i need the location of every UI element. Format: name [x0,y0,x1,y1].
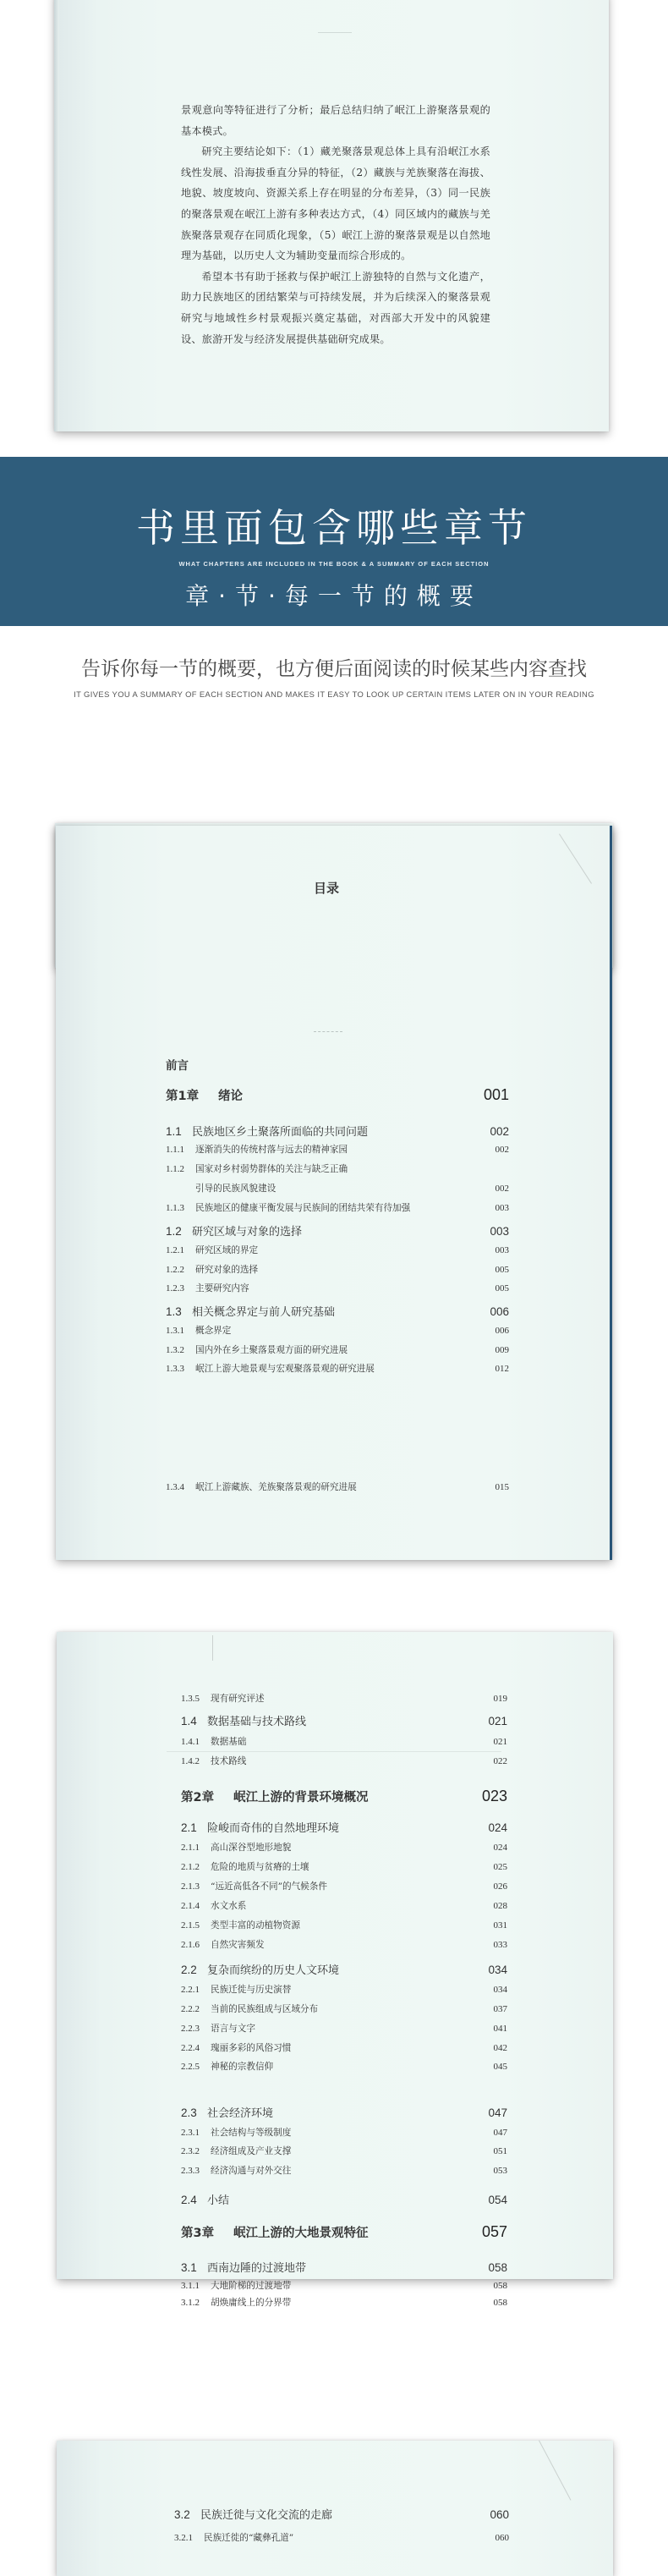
toc-row-section[interactable]: 1.2 研究区域与对象的选择 003 [166,1225,509,1239]
section-banner [0,457,668,626]
toc-row-section[interactable]: 2.2 复杂而缤纷的历史人文环境 034 [181,1964,507,1977]
page-crease [212,1635,213,1661]
toc-row-sub[interactable]: 3.1.1 大地阶梯的过渡地带 058 [181,2281,507,2291]
toc-row-sub[interactable]: 1.2.2 研究对象的选择 005 [166,1265,509,1275]
toc-list-page-1 [166,1056,509,1496]
toc-row-sub[interactable]: 2.3.1 社会结构与等级制度 047 [181,2128,507,2138]
divider [318,32,352,33]
toc-row-sub[interactable]: 2.1.3 “远近高低各不同”的气候条件 026 [181,1881,507,1892]
toc-row-chapter[interactable]: 第3章 岷江上游的大地景观特征 057 [181,2223,507,2240]
toc-row-sub[interactable]: 2.3.2 经济组成及产业支撑 051 [181,2146,507,2156]
toc-row-section[interactable]: 3.2 民族迁徙与文化交流的走廊 060 [174,2508,509,2522]
toc-row-sub[interactable]: 1.4.2 技术路线 022 [181,1756,507,1766]
toc-row-chapter[interactable]: 第1章 绪论 001 [166,1086,509,1103]
toc-row-sub[interactable]: 1.2.1 研究区域的界定 003 [166,1245,509,1255]
toc-row-section[interactable]: 2.3 社会经济环境 047 [181,2106,507,2120]
toc-row-section[interactable]: 3.1 西南边陲的过渡地带 058 [181,2261,507,2275]
toc-row-sub[interactable]: 3.2.1 民族迁徙的“藏彝孔道” 060 [174,2533,509,2543]
toc-row-sub-continued[interactable]: 引导的民族风貌建设 002 [195,1184,509,1194]
banner-subtitle: 章·节·每一节的概要 [185,582,483,610]
toc-heading: 目录 [314,881,340,896]
toc-row-sub[interactable]: 2.2.4 瑰丽多彩的风俗习惯 042 [181,2043,507,2053]
toc-row-sub[interactable]: 3.1.2 胡焕庸线上的分界带 058 [181,2298,507,2308]
tagline: 告诉你每一节的概要，也方便后面阅读的时候某些内容查找 [81,658,587,680]
paragraph: 研究主要结论如下：（1）藏羌聚落景观总体上具有沿岷江水系线性发展、沿海拔垂直分异的特征，（2）藏族与羌族聚落在海拔、地貌、坡度坡向、资源关系上存在明显的分布差异，（3）同一民族的聚落景观在岷江上游有多种表达方式，（4）同区域内的藏族与羌族聚落景观存在同质化现象，（5）岷江上游的聚落景观是以自然地理为基础，以历史人文为辅助变量而综合形成的。 [181,146,490,262]
toc-list-page-3 [174,2506,509,2557]
toc-row-chapter[interactable]: 第2章 岷江上游的背景环境概况 023 [181,1788,507,1804]
toc-row-sub[interactable]: 2.2.1 民族迁徙与历史演替 034 [181,1985,507,1995]
toc-row-sub[interactable]: 1.3.1 概念界定 006 [166,1326,509,1336]
toc-row-section[interactable]: 2.4 小结 054 [181,2194,507,2207]
toc-row-sub[interactable]: 1.3.4 岷江上游藏族、羌族聚落景观的研究进展 015 [166,1482,509,1492]
paragraph: 希望本书有助于拯救与保护岷江上游独特的自然与文化遗产，助力民族地区的团结繁荣与可持续发展，并为后续深入的聚落景观研究与地域性乡村景观振兴奠定基础，对西部大开发中的风貌建设、旅游开发与经济发展提供基础研究成果。 [181,270,490,345]
toc-list-page-2 [181,1692,507,2308]
preface-text [181,100,490,349]
toc-row-sub[interactable]: 1.1.1 逐渐消失的传统村落与远去的精神家园 002 [166,1145,509,1155]
toc-row-sub[interactable]: 1.1.3 民族地区的健康平衡发展与民族间的团结共荣有待加强 003 [166,1203,509,1213]
toc-row-sub[interactable]: 2.2.2 当前的民族组成与区域分布 037 [181,2004,507,2014]
toc-row-section[interactable]: 1.4 数据基础与技术路线 021 [181,1715,507,1728]
page-crease [539,2441,571,2501]
toc-row-sub[interactable]: 2.3.3 经济沟通与对外交往 053 [181,2166,507,2176]
toc-row-sub[interactable]: 1.2.3 主要研究内容 005 [166,1283,509,1293]
toc-row-sub[interactable]: 2.2.5 神秘的宗教信仰 045 [181,2062,507,2072]
decorative-squiggle [314,1031,342,1033]
toc-row-section[interactable]: 1.1 民族地区乡土聚落所面临的共同问题 002 [166,1125,509,1139]
toc-row-sub[interactable]: 2.1.4 水文水系 028 [181,1901,507,1911]
tagline-en: IT GIVES YOU A SUMMARY OF EACH SECTION AND MAKES IT EASY TO LOOK UP CERTAIN ITEMS LATER ON IN YOUR READING [74,689,594,699]
toc-row-sub[interactable]: 2.1.6 自然灾害频发 033 [181,1940,507,1950]
toc-row-sub[interactable]: 1.3.3 岷江上游大地景观与宏观聚落景观的研究进展 012 [166,1364,509,1374]
page-edge [54,0,59,431]
banner-subtitle-en: WHAT CHAPTERS ARE INCLUDED IN THE BOOK & A SUMMARY OF EACH SECTION [178,560,490,568]
banner-title: 书里面包含哪些章节 [136,505,532,551]
toc-row-sub[interactable]: 2.1.1 高山深谷型地形地貌 024 [181,1843,507,1853]
toc-row-sub[interactable]: 2.2.3 语言与文字 041 [181,2024,507,2034]
toc-row-sub[interactable]: 2.1.2 危险的地质与贫瘠的土壤 025 [181,1862,507,1872]
toc-row-sub[interactable]: 1.1.2 国家对乡村弱势群体的关注与缺乏正确 [166,1164,348,1174]
book-page-preface [54,0,609,431]
toc-row-section[interactable]: 2.1 险峻而奇伟的自然地理环境 024 [181,1821,507,1835]
toc-row-sub[interactable]: 1.3.2 国内外在乡土聚落景观方面的研究进展 009 [166,1345,509,1355]
toc-row-sub[interactable]: 1.4.1 数据基础 021 [181,1737,507,1747]
page-edge [610,826,612,1560]
page-crease [559,833,592,883]
toc-row-section[interactable]: 1.3 相关概念界定与前人研究基础 006 [166,1305,509,1319]
paragraph: 景观意向等特征进行了分析；最后总结归纳了岷江上游聚落景观的基本模式。 [181,104,490,137]
toc-preface[interactable]: 前言 [166,1059,189,1073]
toc-row-sub[interactable]: 2.1.5 类型丰富的动植物资源 031 [181,1920,507,1931]
toc-row-sub[interactable]: 1.3.5 现有研究评述 019 [181,1694,507,1704]
